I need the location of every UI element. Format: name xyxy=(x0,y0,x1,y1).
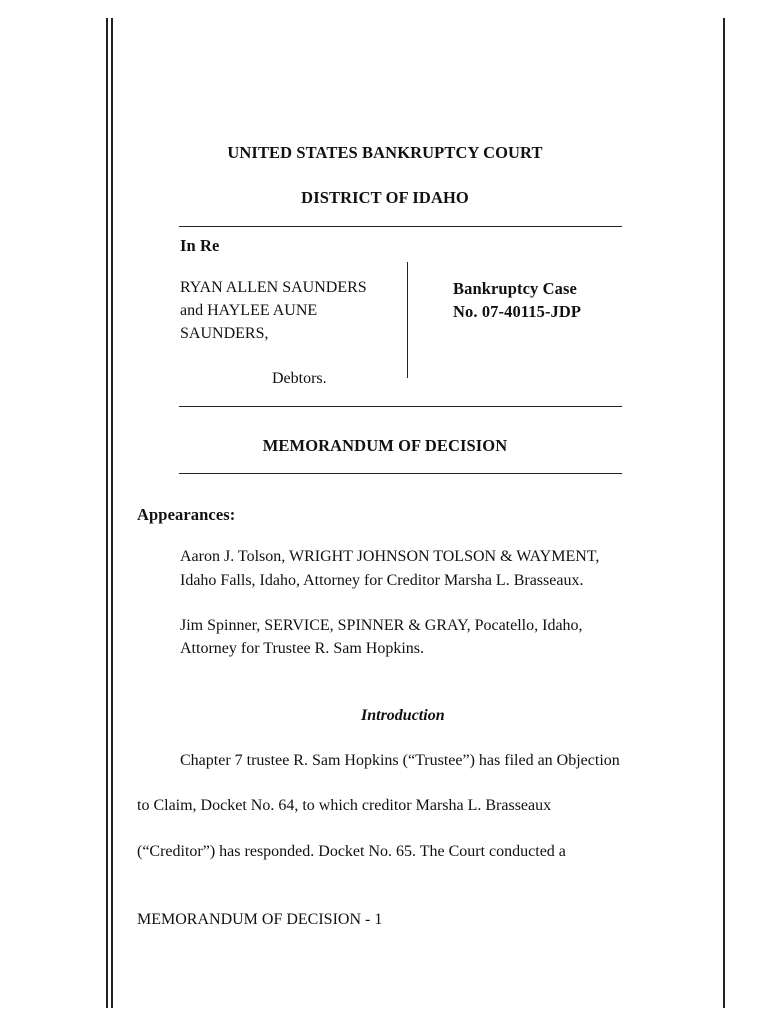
left-margin-rule-inner xyxy=(111,18,113,1008)
appearance-1-line-2: Idaho Falls, Idaho, Attorney for Creditor Marsha L. Brasseaux. xyxy=(180,572,584,589)
appearances-heading: Appearances: xyxy=(137,505,236,524)
intro-line-2: to Claim, Docket No. 64, to which creditor Marsha L. Brasseaux xyxy=(137,797,552,814)
in-re-label: In Re xyxy=(180,236,220,255)
intro-line-3: (“Creditor”) has responded. Docket No. 65. The Court conducted a xyxy=(137,843,566,860)
left-margin-rule-outer xyxy=(106,18,108,1008)
court-name: UNITED STATES BANKRUPTCY COURT xyxy=(227,143,543,162)
debtor-name-line-1: RYAN ALLEN SAUNDERS xyxy=(180,279,367,296)
introduction-heading: Introduction xyxy=(361,707,445,724)
debtor-name-line-2: and HAYLEE AUNE xyxy=(180,302,318,319)
caption-divider xyxy=(407,262,408,378)
right-margin-rule xyxy=(723,18,725,1008)
debtor-name-line-3: SAUNDERS, xyxy=(180,325,269,342)
document-title: MEMORANDUM OF DECISION xyxy=(262,436,508,455)
case-number: No. 07-40115-JDP xyxy=(453,302,582,321)
title-bottom-rule xyxy=(179,473,622,474)
caption-bottom-rule xyxy=(179,406,622,407)
appearance-1-line-1: Aaron J. Tolson, WRIGHT JOHNSON TOLSON & WAYMENT, xyxy=(180,548,600,565)
appearance-2-line-2: Attorney for Trustee R. Sam Hopkins. xyxy=(180,640,424,657)
caption-top-rule xyxy=(179,226,622,227)
appearance-2-line-1: Jim Spinner, SERVICE, SPINNER & GRAY, Pocatello, Idaho, xyxy=(180,617,583,634)
page-footer: MEMORANDUM OF DECISION - 1 xyxy=(137,911,383,928)
debtors-label: Debtors. xyxy=(272,370,327,387)
district-name: DISTRICT OF IDAHO xyxy=(301,188,469,207)
intro-line-1: Chapter 7 trustee R. Sam Hopkins (“Trustee”) has filed an Objection xyxy=(180,752,620,769)
case-label: Bankruptcy Case xyxy=(453,279,577,298)
